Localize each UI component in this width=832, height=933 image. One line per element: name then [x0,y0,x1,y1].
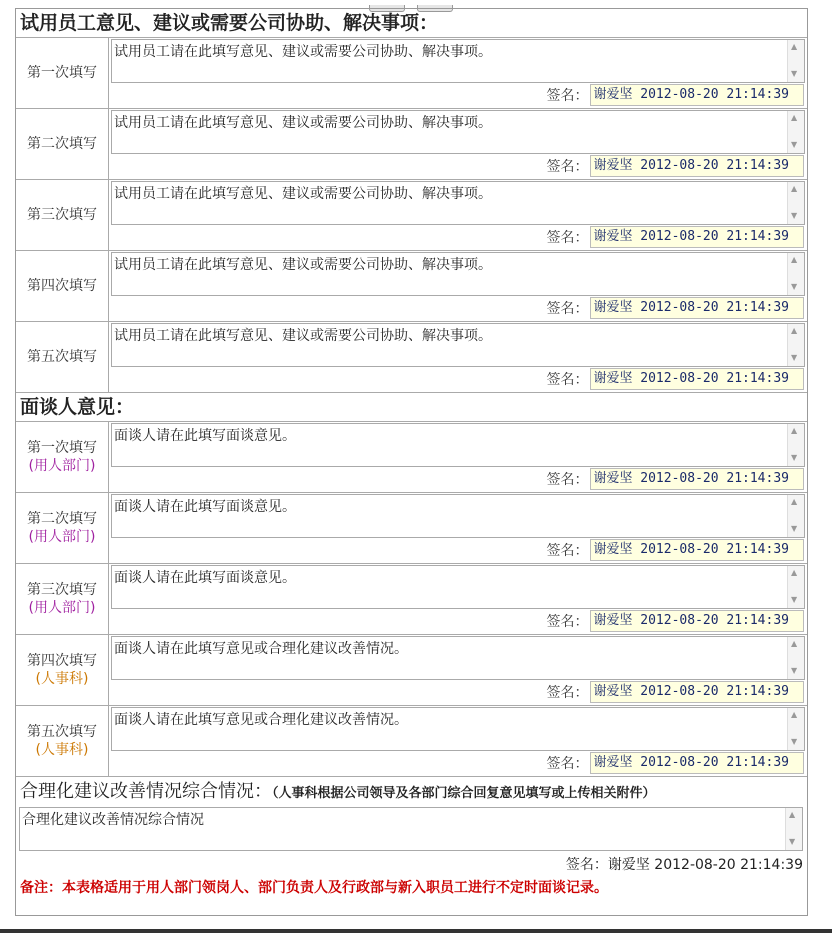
signature-label: 签名： [546,159,589,175]
opinion-textarea[interactable] [111,110,805,154]
signature-value[interactable]: 谢爱坚 2012-08-20 21:14:39 [590,297,804,319]
scrollbar[interactable] [787,111,804,153]
final-section-title [16,777,807,807]
opinion-text: 面谈人请在此填写面谈意见。 [114,428,296,444]
scroll-down-icon[interactable]: ▼ [791,595,798,604]
interview-form [15,8,808,916]
scroll-down-icon[interactable]: ▼ [791,69,798,78]
scroll-down-icon[interactable]: ▼ [791,211,798,220]
employee-rows [16,38,807,393]
row-label-text: 第三次填写 [27,582,97,598]
opinion-textarea[interactable] [111,39,805,83]
row-label-text: 第四次填写 [27,278,97,294]
final-subtitle: （人事科根据公司领导及各部门综合回复意见填写或上传相关附件） [272,786,656,801]
scroll-down-icon[interactable]: ▼ [791,666,798,675]
scroll-down-icon[interactable]: ▼ [791,353,798,362]
row-cell [109,706,807,776]
signature-label: 签名： [546,614,589,630]
opinion-text: 试用员工请在此填写意见、建议或需要公司协助、解决事项。 [114,328,492,344]
scrollbar[interactable] [787,253,804,295]
signature-value[interactable]: 谢爱坚 2012-08-20 21:14:39 [590,752,804,774]
row-sub-label: (用人部门) [28,529,96,545]
row-label [16,180,109,250]
row-cell [109,422,807,492]
opinion-textarea[interactable] [111,565,805,609]
signature-label: 签名： [565,857,608,873]
signature-value[interactable]: 谢爱坚 2012-08-20 21:14:39 [590,468,804,490]
signature-line [109,538,807,562]
signature-label: 签名： [546,301,589,317]
signature-line [109,225,807,249]
final-signature [16,851,807,877]
signature-value[interactable]: 谢爱坚 2012-08-20 21:14:39 [590,84,804,106]
scrollbar[interactable] [787,566,804,608]
scroll-up-icon[interactable]: ▲ [791,639,798,648]
signature-value[interactable]: 谢爱坚 2012-08-20 21:14:39 [590,368,804,390]
signature-value[interactable]: 谢爱坚 2012-08-20 21:14:39 [590,610,804,632]
row-cell [109,564,807,634]
opinion-textarea[interactable] [111,707,805,751]
scrollbar[interactable] [787,637,804,679]
scroll-down-icon[interactable]: ▼ [791,140,798,149]
signature-label: 签名： [546,372,589,388]
scroll-up-icon[interactable]: ▲ [791,184,798,193]
scrollbar[interactable] [787,708,804,750]
form-row [16,706,807,777]
signature-line [109,296,807,320]
opinion-textarea[interactable] [111,181,805,225]
row-sub-label: (人事科) [35,742,89,758]
form-row [16,422,807,493]
row-sub-label: (人事科) [35,671,89,687]
opinion-text: 试用员工请在此填写意见、建议或需要公司协助、解决事项。 [114,186,492,202]
signature-line [109,680,807,704]
row-label [16,38,109,108]
form-row [16,322,807,393]
opinion-text: 试用员工请在此填写意见、建议或需要公司协助、解决事项。 [114,257,492,273]
footer-note: 备注：本表格适用于用人部门领岗人、部门负责人及行政部与新入职员工进行不定时面谈记录。 [20,880,608,896]
row-cell [109,635,807,705]
scroll-up-icon[interactable]: ▲ [791,42,798,51]
opinion-text: 面谈人请在此填写意见或合理化建议改善情况。 [114,641,408,657]
row-label-text: 第二次填写 [27,511,97,527]
scrollbar[interactable] [785,808,802,850]
scroll-down-icon[interactable]: ▼ [791,453,798,462]
opinion-textarea[interactable] [111,494,805,538]
signature-value[interactable]: 谢爱坚 2012-08-20 21:14:39 [607,857,803,873]
signature-line [109,609,807,633]
row-sub-label: (用人部门) [28,600,96,616]
opinion-textarea[interactable] [111,423,805,467]
row-label [16,251,109,321]
row-label [16,322,109,392]
row-label-text: 第三次填写 [27,207,97,223]
scroll-up-icon[interactable]: ▲ [791,255,798,264]
signature-value[interactable]: 谢爱坚 2012-08-20 21:14:39 [590,155,804,177]
signature-label: 签名： [546,756,589,772]
row-label-text: 第一次填写 [27,65,97,81]
scroll-up-icon[interactable]: ▲ [789,810,796,819]
form-row [16,38,807,109]
form-row [16,493,807,564]
signature-line [109,154,807,178]
row-label [16,109,109,179]
opinion-textarea[interactable] [111,636,805,680]
row-cell [109,109,807,179]
signature-line [109,367,807,391]
signature-line [109,751,807,775]
scroll-up-icon[interactable]: ▲ [791,568,798,577]
scrollbar[interactable] [787,495,804,537]
opinion-text: 面谈人请在此填写面谈意见。 [114,570,296,586]
scroll-up-icon[interactable]: ▲ [791,113,798,122]
signature-value[interactable]: 谢爱坚 2012-08-20 21:14:39 [590,226,804,248]
opinion-text: 面谈人请在此填写意见或合理化建议改善情况。 [114,712,408,728]
row-cell [109,322,807,392]
row-label-text: 第一次填写 [27,440,97,456]
scrollbar[interactable] [787,40,804,82]
employee-section-title: 试用员工意见、建议或需要公司协助、解决事项： [16,9,807,38]
opinion-text: 面谈人请在此填写面谈意见。 [114,499,296,515]
scroll-down-icon[interactable]: ▼ [791,737,798,746]
signature-line [109,467,807,491]
opinion-text: 试用员工请在此填写意见、建议或需要公司协助、解决事项。 [114,115,492,131]
interviewer-section-title: 面谈人意见： [16,393,807,422]
scroll-down-icon[interactable]: ▼ [791,524,798,533]
opinion-textarea[interactable] [111,323,805,367]
top-buttons [369,0,465,8]
signature-line [109,83,807,107]
row-label [16,706,109,776]
final-textarea[interactable] [19,807,803,851]
row-label [16,635,109,705]
row-label-text: 第五次填写 [27,724,97,740]
row-cell [109,251,807,321]
scroll-up-icon[interactable]: ▲ [791,426,798,435]
row-cell [109,180,807,250]
signature-value[interactable]: 谢爱坚 2012-08-20 21:14:39 [590,681,804,703]
row-label [16,422,109,492]
scroll-up-icon[interactable]: ▲ [791,710,798,719]
opinion-textarea[interactable] [111,252,805,296]
interviewer-rows [16,422,807,777]
signature-label: 签名： [546,472,589,488]
scroll-up-icon[interactable]: ▲ [791,497,798,506]
form-row [16,109,807,180]
form-row [16,564,807,635]
final-text: 合理化建议改善情况综合情况 [22,812,204,828]
form-row [16,635,807,706]
bottom-border [0,929,832,933]
row-label-text: 第五次填写 [27,349,97,365]
signature-label: 签名： [546,230,589,246]
row-label [16,564,109,634]
form-row [16,251,807,322]
scroll-down-icon[interactable]: ▼ [789,837,796,846]
row-cell [109,493,807,563]
signature-value[interactable]: 谢爱坚 2012-08-20 21:14:39 [590,539,804,561]
scrollbar[interactable] [787,182,804,224]
final-title-text: 合理化建议改善情况综合情况： [20,781,272,802]
signature-label: 签名： [546,685,589,701]
row-label-text: 第四次填写 [27,653,97,669]
row-label-text: 第二次填写 [27,136,97,152]
scroll-up-icon[interactable]: ▲ [791,326,798,335]
form-row [16,180,807,251]
opinion-text: 试用员工请在此填写意见、建议或需要公司协助、解决事项。 [114,44,492,60]
scrollbar[interactable] [787,324,804,366]
row-cell [109,38,807,108]
row-label [16,493,109,563]
row-sub-label: (用人部门) [28,458,96,474]
scroll-down-icon[interactable]: ▼ [791,282,798,291]
signature-label: 签名： [546,543,589,559]
scrollbar[interactable] [787,424,804,466]
signature-label: 签名： [546,88,589,104]
